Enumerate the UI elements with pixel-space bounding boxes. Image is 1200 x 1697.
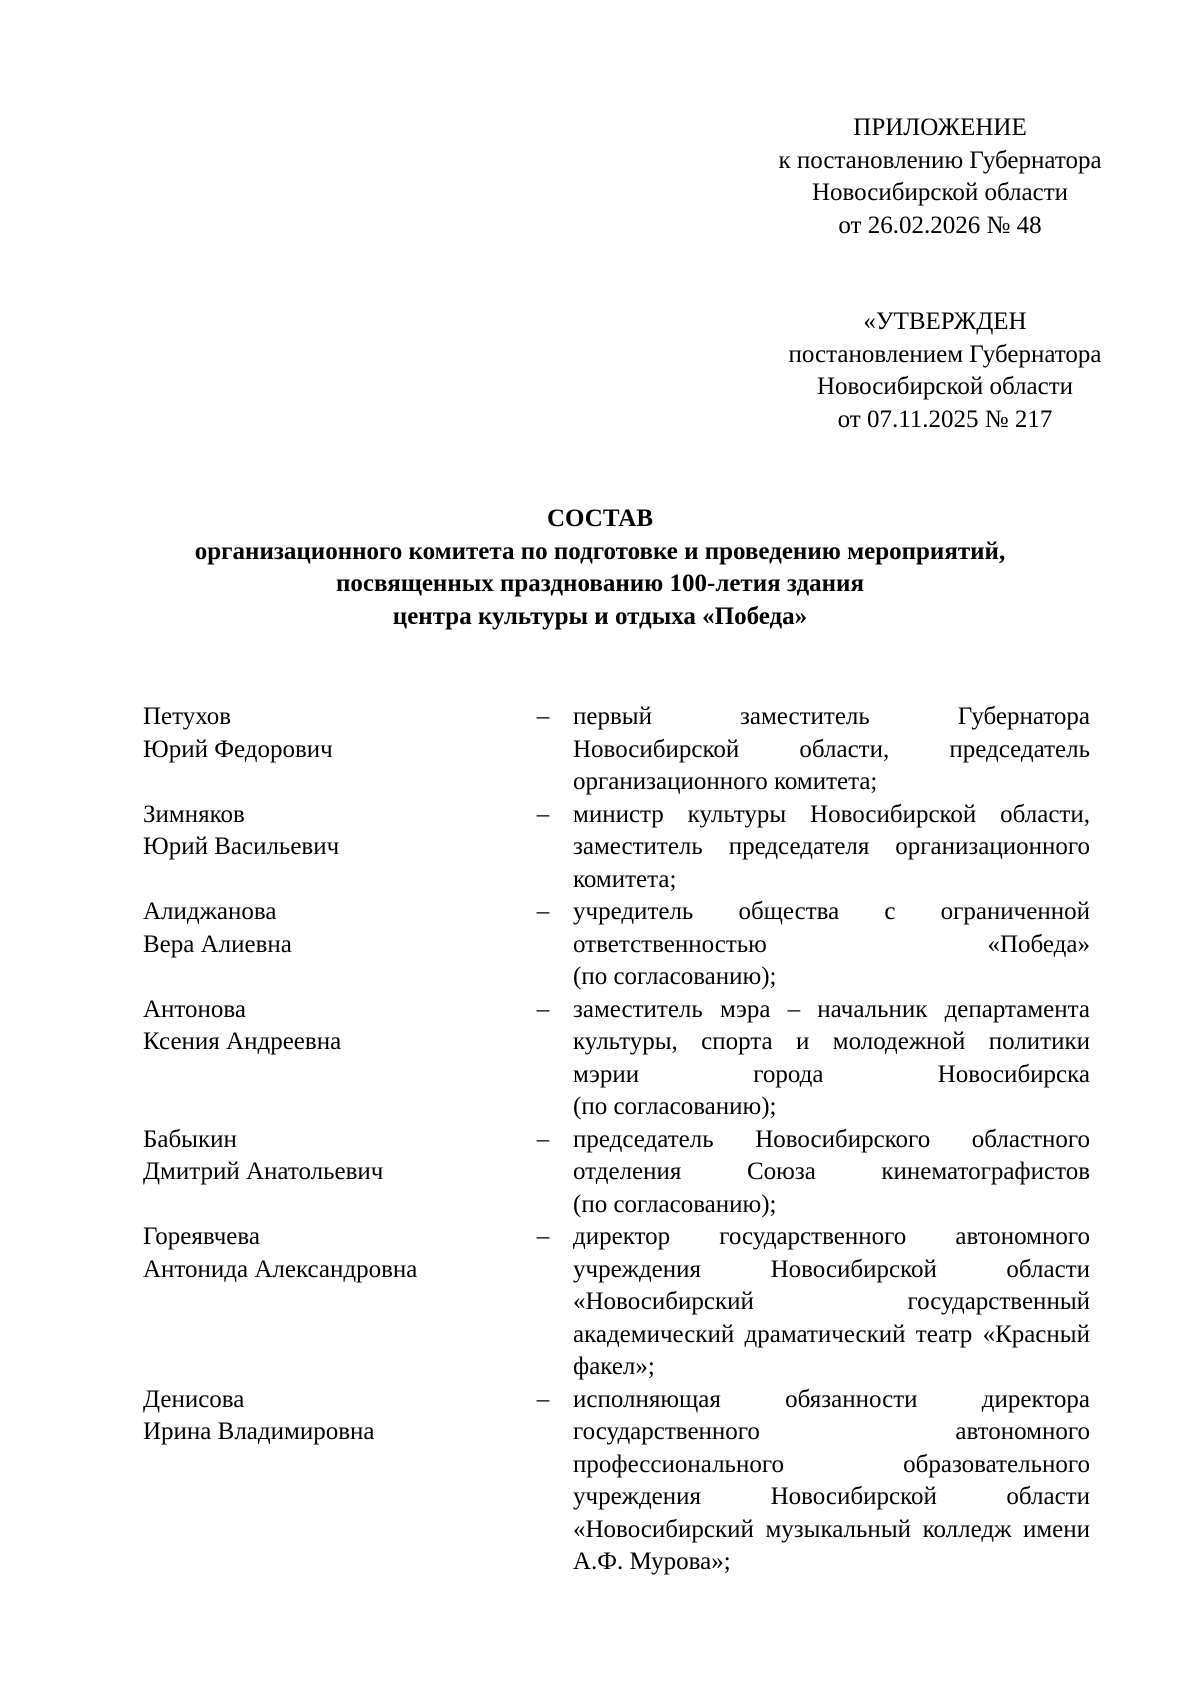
- role-line: организационного комитета;: [573, 768, 878, 795]
- member-role: [573, 896, 1090, 994]
- member-name: [143, 1124, 533, 1189]
- role-line: мэрии города Новосибирска: [573, 1060, 1090, 1088]
- title-subline: центра культуры и отдыха «Победа»: [392, 602, 808, 630]
- member-role: [573, 1221, 1090, 1384]
- member-given-name: Ирина Владимировна: [143, 1418, 375, 1445]
- approval-line: постановлением Губернатора: [788, 340, 1102, 368]
- role-line: ответственностью «Победа»: [573, 930, 1090, 958]
- member-row: [143, 896, 1143, 994]
- approval-line: от 07.11.2025 № 217: [837, 405, 1053, 433]
- role-line: учреждения Новосибирской области: [573, 1255, 1090, 1283]
- dash-separator: –: [536, 800, 550, 828]
- role-line: «Новосибирский музыкальный колледж имени: [573, 1515, 1090, 1543]
- role-line: комитета;: [573, 865, 677, 893]
- member-surname: Зимняков: [143, 800, 245, 828]
- appendix-header: [740, 112, 1140, 242]
- appendix-line: от 26.02.2026 № 48: [838, 211, 1042, 239]
- role-line: культуры, спорта и молодежной политики: [573, 1028, 1090, 1055]
- member-given-name: Юрий Федорович: [143, 735, 333, 763]
- member-name: [143, 1384, 533, 1449]
- role-line: учредитель общества с ограниченной: [573, 898, 1090, 925]
- member-role: [573, 701, 1090, 799]
- member-surname: Петухов: [143, 703, 232, 730]
- member-row: [143, 799, 1143, 897]
- role-line: «Новосибирский государственный: [573, 1288, 1090, 1315]
- approval-line: «УТВЕРЖДЕН: [863, 308, 1027, 335]
- member-surname: Алиджанова: [143, 898, 277, 925]
- role-line: Новосибирской области, председатель: [573, 735, 1090, 763]
- title-subline: организационного комитета по подготовке и проведению мероприятий,: [194, 537, 1006, 565]
- member-surname: Антонова: [143, 995, 246, 1023]
- member-name: [143, 994, 533, 1059]
- title-subline: посвященных празднованию 100-летия здания: [336, 570, 864, 597]
- member-given-name: Ксения Андреевна: [143, 1028, 342, 1055]
- approval-stamp: [745, 306, 1145, 436]
- member-row: [143, 994, 1143, 1124]
- member-surname: Бабыкин: [143, 1125, 237, 1153]
- member-role: [573, 994, 1090, 1124]
- member-row: [143, 1384, 1143, 1579]
- member-given-name: Антонида Александровна: [143, 1255, 418, 1283]
- role-line: первый заместитель Губернатора: [573, 703, 1090, 730]
- member-given-name: Вера Алиевна: [143, 930, 292, 958]
- role-line: директор государственного автономного: [573, 1223, 1090, 1250]
- dash-separator: –: [536, 898, 550, 925]
- member-row: [143, 1124, 1143, 1222]
- member-role: [573, 1124, 1090, 1222]
- member-given-name: Юрий Васильевич: [143, 833, 340, 860]
- member-row: [143, 1221, 1143, 1384]
- document-title: [100, 503, 1100, 633]
- member-surname: Гореявчева: [143, 1223, 260, 1250]
- member-name: [143, 799, 533, 864]
- member-name: [143, 896, 533, 961]
- role-line: государственного автономного: [573, 1418, 1090, 1445]
- role-line: (по согласованию);: [573, 1093, 777, 1120]
- role-line: А.Ф. Мурова»;: [573, 1548, 731, 1575]
- member-role: [573, 799, 1090, 897]
- role-line: отделения Союза кинематографистов: [573, 1158, 1090, 1185]
- dash-separator: –: [536, 703, 550, 730]
- role-line: заместитель председателя организационного: [573, 833, 1090, 860]
- role-line: (по согласованию);: [573, 1190, 777, 1218]
- role-line: учреждения Новосибирской области: [573, 1483, 1090, 1510]
- role-line: факел»;: [573, 1353, 655, 1380]
- member-row: [143, 701, 1143, 799]
- role-line: заместитель мэра – начальник департамента: [573, 995, 1090, 1023]
- appendix-line: к постановлению Губернатора: [778, 146, 1102, 174]
- role-line: министр культуры Новосибирской области,: [573, 800, 1090, 828]
- dash-separator: –: [536, 1125, 550, 1153]
- approval-line: Новосибирской области: [816, 373, 1074, 400]
- role-line: академический драматический театр «Красный: [573, 1320, 1090, 1348]
- member-given-name: Дмитрий Анатольевич: [143, 1158, 384, 1185]
- member-surname: Денисова: [143, 1385, 245, 1413]
- member-list: [143, 701, 1143, 1579]
- appendix-line: Новосибирской области: [811, 179, 1069, 206]
- dash-separator: –: [536, 1223, 550, 1250]
- role-line: исполняющая обязанности директора: [573, 1385, 1090, 1413]
- appendix-line: ПРИЛОЖЕНИЕ: [853, 114, 1027, 141]
- dash-separator: –: [536, 995, 550, 1023]
- role-line: председатель Новосибирского областного: [573, 1125, 1090, 1153]
- dash-separator: –: [536, 1385, 550, 1413]
- title-main: СОСТАВ: [546, 505, 654, 532]
- member-name: [143, 701, 533, 766]
- role-line: профессионального образовательного: [573, 1450, 1090, 1478]
- member-name: [143, 1221, 533, 1286]
- role-line: (по согласованию);: [573, 963, 777, 990]
- member-role: [573, 1384, 1090, 1579]
